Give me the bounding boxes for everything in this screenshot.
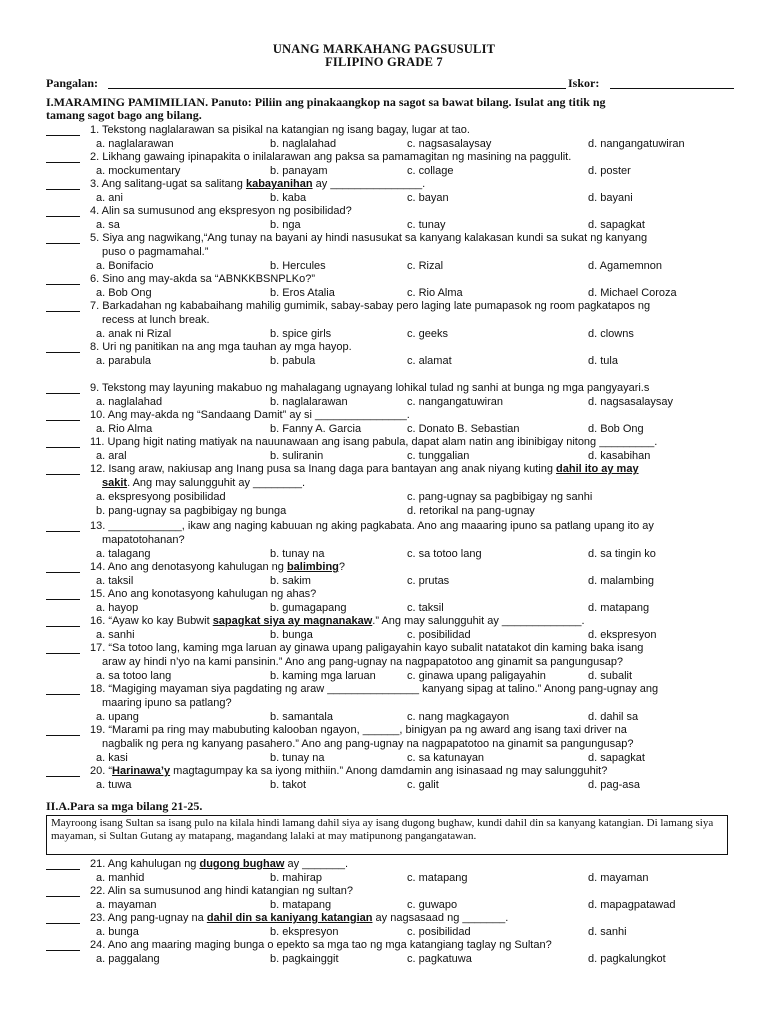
option-a: a. mayaman (96, 899, 157, 911)
option-d: d. sa tingin ko (588, 548, 656, 560)
option-b: b. naglalahad (270, 138, 337, 150)
option-b: b. bunga (270, 629, 313, 641)
option-d: d. nangangatuwiran (588, 138, 685, 150)
option-a: a. kasi (96, 752, 128, 764)
option-d: d. dahil sa (588, 711, 639, 723)
question-text: 18. “Magiging mayaman siya pagdating ng araw _______________ kanyang sipag at talino.” Anong pang-ugnay ang (46, 682, 742, 696)
name-score-row (46, 76, 736, 90)
question-item (46, 519, 742, 561)
answer-options (46, 259, 742, 273)
answer-blank[interactable] (46, 911, 80, 924)
question-item (46, 857, 742, 885)
option-c: c. Rio Alma (407, 287, 463, 299)
option-a: a. hayop (96, 602, 139, 614)
question-text-continued: puso o pagmamahal.” (102, 246, 209, 258)
answer-options (46, 191, 742, 205)
question-text: 16. “Ayaw ko kay Bubwit sapagkat siya ay magnanakaw.” Ang may salungguhit ay _____________. (46, 614, 742, 628)
name-label: Pangalan: (46, 76, 99, 90)
answer-blank[interactable] (46, 340, 80, 353)
question-text-continued: sakit. Ang may salungguhit ay ________. (102, 477, 306, 489)
option-a: a. aral (96, 450, 127, 462)
reading-passage: Mayroong isang Sultan sa isang pulo na kilala hindi lamang dahil siya ay isang dugong bughaw, kundi dahil din sa kanyang katangian. Di lamang siya mayaman, si Sultan Gutang ay matapang, magandang lalaki at may matipunong pangangatawan. (46, 815, 728, 855)
question-item (46, 614, 742, 642)
option-c: c. nagsasalaysay (407, 138, 492, 150)
answer-options (46, 327, 742, 341)
answer-blank[interactable] (46, 764, 80, 777)
option-c: c. galit (407, 779, 439, 791)
option-a: a. paggalang (96, 953, 160, 965)
option-c: c. prutas (407, 575, 450, 587)
answer-blank[interactable] (46, 723, 80, 736)
option-b: b. suliranin (270, 450, 324, 462)
question-item (46, 641, 742, 683)
underlined-term: sapagkat siya ay magnanakaw (212, 615, 373, 627)
question-text: 17. “Sa totoo lang, kaming mga laruan ay ginawa upang paligayahin kayo subalit natatakot din kaming baka isang (46, 641, 742, 655)
answer-blank[interactable] (46, 560, 80, 573)
answer-blank[interactable] (46, 272, 80, 285)
underlined-term: dahil din sa kaniyang katangian (206, 912, 373, 924)
option-c: c. taksil (407, 602, 444, 614)
question-item (46, 723, 742, 765)
answer-blank[interactable] (46, 641, 80, 654)
question-text: 11. Upang higit nating matiyak na nauunawaan ang isang pabula, dapat alam natin ang ibinibigay nitong _________. (46, 435, 742, 449)
question-item (46, 560, 742, 588)
option-b: b. sakim (270, 575, 311, 587)
option-b: b. Fanny A. Garcia (270, 423, 362, 435)
option-a: a. naglalarawan (96, 138, 174, 150)
option-b: b. pabula (270, 355, 316, 367)
option-a: a. tuwa (96, 779, 132, 791)
option-b: b. tunay na (270, 548, 325, 560)
answer-options (46, 925, 742, 939)
answer-options (46, 751, 742, 765)
option-a: a. Rio Alma (96, 423, 153, 435)
answer-options (46, 137, 742, 151)
answer-blank[interactable] (46, 938, 80, 951)
answer-blank[interactable] (46, 519, 80, 532)
answer-blank[interactable] (46, 408, 80, 421)
question-item (46, 150, 742, 178)
option-c: c. tunay (407, 219, 446, 231)
question-item (46, 462, 742, 518)
answer-blank[interactable] (46, 123, 80, 136)
question-text-continued: nagbalik ng pera ng kanyang pasahero.” Ano ang pang-ugnay na nagpapatotoo na ginamit sa pangungusap? (102, 738, 634, 750)
option-c: c. bayan (407, 192, 449, 204)
question-text: 1. Tekstong naglalarawan sa pisikal na katangian ng isang bagay, lugar at tao. (46, 123, 742, 137)
question-item (46, 938, 742, 966)
option-d: d. retorikal na pang-ugnay (407, 505, 535, 517)
option-a: a. mockumentary (96, 165, 181, 177)
option-b: b. naglalarawan (270, 396, 348, 408)
option-d: d. nagsasalaysay (588, 396, 673, 408)
option-a: a. manhid (96, 872, 145, 884)
option-a: a. parabula (96, 355, 152, 367)
option-c: c. nangangatuwiran (407, 396, 504, 408)
answer-blank[interactable] (46, 381, 80, 394)
option-c: c. geeks (407, 328, 448, 340)
option-a: a. sanhi (96, 629, 135, 641)
answer-options (46, 574, 742, 588)
answer-blank[interactable] (46, 884, 80, 897)
question-item (46, 435, 742, 463)
question-item (46, 682, 742, 724)
answer-options (46, 871, 742, 885)
question-text: 2. Likhang gawaing ipinapakita o inilalarawan ang paksa sa pamamagitan ng masining na paggulit. (46, 150, 742, 164)
option-d: d. malambing (588, 575, 655, 587)
answer-options (46, 422, 742, 436)
option-b: b. spice girls (270, 328, 332, 340)
option-b: b. panayam (270, 165, 328, 177)
option-b: b. pang-ugnay sa pagbibigay ng bunga (96, 505, 287, 517)
option-b: b. nga (270, 219, 301, 231)
question-text: 23. Ang pang-ugnay na dahil din sa kaniyang katangian ay nagsasaad ng _______. (46, 911, 742, 925)
question-item (46, 231, 742, 273)
answer-options (46, 628, 742, 642)
question-text: 10. Ang may-akda ng “Sandaang Damit” ay si _______________. (46, 408, 742, 422)
option-c: c. collage (407, 165, 454, 177)
answer-blank[interactable] (46, 435, 80, 448)
option-a: a. Bob Ong (96, 287, 152, 299)
question-text-continued: maaring ipuno sa patlang? (102, 697, 232, 709)
option-b: b. Eros Atalia (270, 287, 335, 299)
option-a: a. Bonifacio (96, 260, 154, 272)
option-d: d. kasabihan (588, 450, 651, 462)
score-label: Iskor: (568, 76, 600, 90)
option-a: a. ani (96, 192, 123, 204)
option-d: d. sapagkat (588, 752, 645, 764)
option-b: b. kaba (270, 192, 307, 204)
question-text: 4. Alin sa sumusunod ang ekspresyon ng posibilidad? (46, 204, 742, 218)
question-text: 24. Ano ang maaring maging bunga o epekto sa mga tao ng mga katangiang taglay ng Sultan? (46, 938, 742, 952)
question-item (46, 381, 742, 409)
question-text: 22. Alin sa sumusunod ang hindi katangian ng sultan? (46, 884, 742, 898)
option-c: c. posibilidad (407, 629, 471, 641)
section2-heading: II.A.Para sa mga bilang 21-25. (46, 799, 203, 813)
answer-options (46, 354, 742, 368)
answer-options (46, 504, 742, 518)
question-text: 20. “Harinawa’y magtagumpay ka sa iyong mithiin.” Anong damdamin ang isinasaad ng may salungguhit? (46, 764, 742, 778)
option-a: a. ekspresyong posibilidad (96, 491, 226, 503)
answer-options (46, 395, 742, 409)
option-d: d. Bob Ong (588, 423, 644, 435)
option-a: a. naglalahad (96, 396, 163, 408)
answer-options (46, 601, 742, 615)
question-item (46, 204, 742, 232)
answer-blank[interactable] (46, 299, 80, 312)
question-item (46, 587, 742, 615)
answer-blank[interactable] (46, 614, 80, 627)
option-d: d. sanhi (588, 926, 627, 938)
option-b: b. Hercules (270, 260, 326, 272)
option-a: a. bunga (96, 926, 139, 938)
option-a: a. sa (96, 219, 120, 231)
underlined-term: Harinawa’y (112, 765, 171, 777)
question-text: 3. Ang salitang-ugat sa salitang kabayanihan ay _______________. (46, 177, 742, 191)
question-text: 6. Sino ang may-akda sa “ABNKKBSNPLKo?” (46, 272, 742, 286)
option-c: c. pang-ugnay sa pagbibigay ng sanhi (407, 491, 593, 503)
underlined-term: dahil ito ay may (556, 463, 639, 475)
question-item (46, 408, 742, 436)
answer-blank[interactable] (46, 587, 80, 600)
option-c: c. tunggalian (407, 450, 470, 462)
answer-options (46, 286, 742, 300)
question-item (46, 884, 742, 912)
option-c: c. matapang (407, 872, 468, 884)
option-c: c. ginawa upang paligayahin (407, 670, 546, 682)
option-a: a. upang (96, 711, 139, 723)
question-item (46, 123, 742, 151)
answer-blank[interactable] (46, 857, 80, 870)
question-text: 9. Tekstong may layuning makabuo ng mahalagang ugnayang lohikal tulad ng sanhi at bunga ng mga pangyayari.s (46, 381, 742, 395)
option-d: d. Agamemnon (588, 260, 662, 272)
answer-options (46, 449, 742, 463)
option-b: b. tunay na (270, 752, 325, 764)
question-text-continued: araw ay hindi n’yo na kami pansinin.” Ano ang pang-ugnay na nagpapatotoo ang ginamit sa pangungusap? (102, 656, 624, 668)
option-d: d. Michael Coroza (588, 287, 677, 299)
answer-options (46, 898, 742, 912)
option-d: d. subalit (588, 670, 633, 682)
answer-blank[interactable] (46, 150, 80, 163)
question-text: 13. ____________, ikaw ang naging kabuuan ng aking pagkabata. Ano ang maaaring ipuno sa patlang upang ito ay (46, 519, 742, 533)
answer-options (46, 952, 742, 966)
option-b: b. ekspresyon (270, 926, 339, 938)
exam-subtitle: FILIPINO GRADE 7 (325, 55, 443, 69)
option-b: b. matapang (270, 899, 332, 911)
exam-title: UNANG MARKAHANG PAGSUSULIT (272, 42, 496, 56)
answer-blank[interactable] (46, 682, 80, 695)
option-b: b. gumagapang (270, 602, 347, 614)
answer-options (46, 547, 742, 561)
name-field[interactable] (108, 76, 566, 89)
answer-options (46, 778, 742, 792)
question-text: 7. Barkadahan ng kababaihang mahilig gumimik, sabay-sabay pero laging late pumapasok ng room pagkatapos ng (46, 299, 742, 313)
answer-blank[interactable] (46, 462, 80, 475)
option-d: d. poster (588, 165, 631, 177)
question-text: 14. Ano ang denotasyong kahulugan ng balimbing? (46, 560, 742, 574)
question-text: 5. Siya ang nagwikang,“Ang tunay na bayani ay hindi nasusukat sa kanyang kalakasan kundi sa sukat ng kanyang (46, 231, 742, 245)
option-d: d. ekspresyon (588, 629, 657, 641)
option-b: b. pagkainggit (270, 953, 339, 965)
option-c: c. sa totoo lang (407, 548, 482, 560)
underlined-term: sakit (102, 477, 128, 489)
answer-options (46, 218, 742, 232)
answer-options (46, 490, 742, 504)
option-b: b. kaming mga laruan (270, 670, 376, 682)
question-item (46, 764, 742, 792)
option-a: a. talagang (96, 548, 151, 560)
underlined-term: dugong bughaw (199, 858, 285, 870)
question-text: 19. “Marami pa ring may mabubuting kalooban ngayon, ______, binigyan pa ng award ang isang taxi driver na (46, 723, 742, 737)
question-item (46, 272, 742, 300)
option-c: c. alamat (407, 355, 452, 367)
underlined-term: balimbing (286, 561, 339, 573)
answer-blank[interactable] (46, 231, 80, 244)
question-text: 8. Uri ng panitikan na ang mga tauhan ay mga hayop. (46, 340, 742, 354)
option-d: d. bayani (588, 192, 633, 204)
option-d: d. sapagkat (588, 219, 645, 231)
option-d: d. clowns (588, 328, 634, 340)
option-d: d. mayaman (588, 872, 649, 884)
question-item (46, 340, 742, 368)
option-c: c. sa katunayan (407, 752, 485, 764)
option-b: b. mahirap (270, 872, 322, 884)
question-item (46, 911, 742, 939)
option-c: c. pagkatuwa (407, 953, 472, 965)
option-c: c. nang magkagayon (407, 711, 510, 723)
option-c: c. Donato B. Sebastian (407, 423, 520, 435)
option-b: b. takot (270, 779, 307, 791)
option-d: d. mapagpatawad (588, 899, 676, 911)
answer-options (46, 710, 742, 724)
question-text-continued: recess at lunch break. (102, 314, 210, 326)
answer-options (46, 164, 742, 178)
question-item (46, 177, 742, 205)
underlined-term: kabayanihan (245, 178, 313, 190)
answer-options (46, 669, 742, 683)
score-field[interactable] (610, 76, 734, 89)
option-c: c. Rizal (407, 260, 444, 272)
question-text-continued: mapatotohanan? (102, 534, 185, 546)
option-a: a. sa totoo lang (96, 670, 172, 682)
option-b: b. samantala (270, 711, 333, 723)
option-d: d. matapang (588, 602, 650, 614)
answer-blank[interactable] (46, 177, 80, 190)
option-c: c. posibilidad (407, 926, 471, 938)
question-text: 21. Ang kahulugan ng dugong bughaw ay _______. (46, 857, 742, 871)
answer-blank[interactable] (46, 204, 80, 217)
option-d: d. pag-asa (588, 779, 640, 791)
option-c: c. guwapo (407, 899, 458, 911)
question-text: 15. Ano ang konotasyong kahulugan ng ahas? (46, 587, 742, 601)
option-a: a. anak ni Rizal (96, 328, 172, 340)
section1-instructions: I.MARAMING PAMIMILIAN. Panuto: Piliin ang pinakaangkop na sagot sa bawat bilang. Isulat ang titik ng tamang sagot bago ang bilang. (46, 95, 606, 122)
question-text: 12. Isang araw, nakiusap ang Inang pusa sa Inang daga para bantayan ang anak niyang kuting dahil ito ay may (46, 462, 742, 476)
option-a: a. taksil (96, 575, 134, 587)
question-item (46, 299, 742, 341)
option-d: d. tula (588, 355, 618, 367)
option-d: d. pagkalungkot (588, 953, 666, 965)
